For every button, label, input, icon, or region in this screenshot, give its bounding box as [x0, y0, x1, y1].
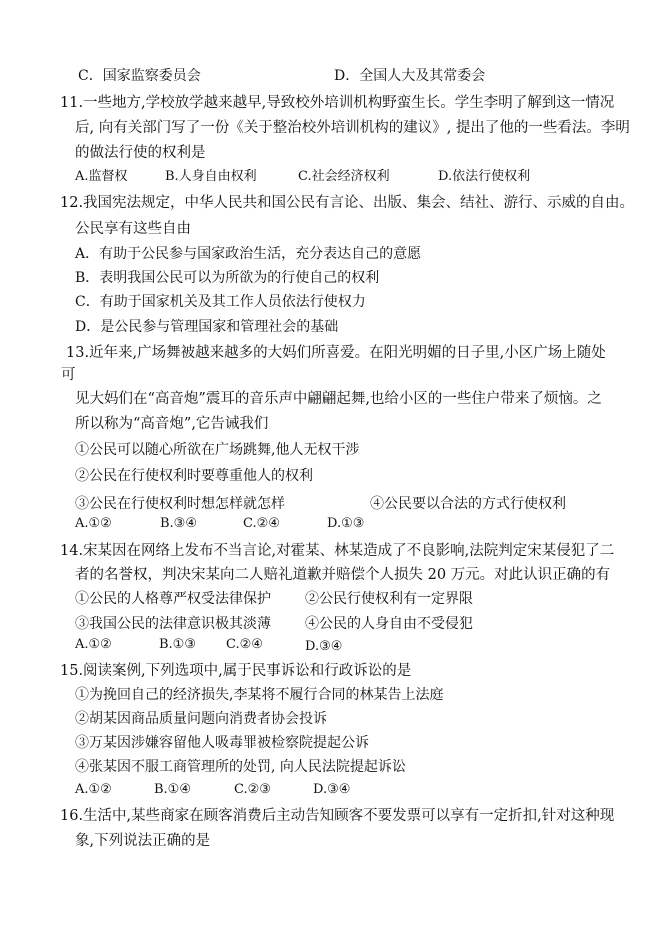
option-c: C.②③: [234, 782, 271, 797]
statement-2: ②公民在行使权利时要尊重他人的权利: [75, 468, 313, 484]
option-a: A．有助于公民参与国家政治生活，充分表达自己的意愿: [75, 246, 422, 262]
statement-2: ②公民行使权利有一定界限: [305, 591, 473, 607]
option-a: A.①②: [75, 637, 112, 652]
statement-4: ④公民要以合法的方式行使权利: [370, 496, 566, 512]
option-b: B.①③: [159, 637, 196, 652]
question-stem-line: 13.近年来,广场舞被越来越多的大妈们所喜爱。在阳光明媚的日子里,小区广场上随处: [66, 345, 606, 361]
option-c: C．有助于国家机关及其工作人员依法行使权力: [75, 294, 366, 310]
statement-3: ③公民在行使权利时想怎样就怎样: [75, 496, 285, 512]
statement-1: ①为挽回自己的经济损失,李某将不履行合同的林某告上法庭: [75, 687, 444, 703]
option-a: A.①②: [75, 516, 112, 531]
option-d: D.依法行使权利: [438, 169, 531, 184]
question-stem-line: 16.生活中,某些商家在顾客消费后主动告知顾客不要发票可以享有一定折扣,针对这种现: [60, 808, 615, 824]
question-stem-line: 者的名誉权，判决宋某向二人赔礼道歉并赔偿个人损失 20 万元。对此认识正确的有: [75, 567, 611, 583]
question-stem-line: 可: [61, 367, 76, 383]
question-stem-line: 14.宋某因在网络上发布不当言论,对霍某、林某造成了不良影响,法院判定宋某侵犯了二: [60, 543, 615, 559]
statement-3: ③我国公民的法律意识极其淡薄: [75, 616, 271, 632]
question-stem-line: 后, 向有关部门写了一份《关于整治校外培训机构的建议》, 提出了他的一些看法。李明: [75, 120, 630, 136]
option-b: B．表明我国公民可以为所欲为的行使自己的权利: [75, 270, 380, 286]
statement-1: ①公民的人格尊严权受法律保护: [75, 591, 271, 607]
question-stem-line: 的做法行使的权利是: [75, 145, 206, 161]
question-stem-line: 11.一些地方,学校放学越来越早,导致校外培训机构野蛮生长。学生李明了解到这一情况: [60, 95, 615, 111]
option-b: B.③④: [160, 516, 197, 531]
option-b: B.人身自由权利: [165, 169, 257, 184]
statement-4: ④张某因不服工商管理所的处罚, 向人民法院提起诉讼: [75, 759, 406, 775]
q10-option-d: D．全国人大及其常委会: [334, 68, 486, 84]
option-b: B.①④: [154, 782, 191, 797]
option-d: D．是公民参与管理国家和管理社会的基础: [75, 319, 339, 335]
question-stem-line: 所以称为“高音炮”,它告诫我们: [75, 416, 269, 432]
option-a: A.①②: [75, 782, 112, 797]
option-c: C.社会经济权利: [298, 169, 390, 184]
question-stem-line: 见大妈们在“高音炮”震耳的音乐声中翩翩起舞,也给小区的一些住户带来了烦恼。之: [75, 391, 602, 407]
q10-option-c: C．国家监察委员会: [78, 68, 201, 84]
question-stem-line: 15.阅读案例,下列选项中,属于民事诉讼和行政诉讼的是: [60, 663, 412, 679]
question-stem-line: 公民享有这些自由: [75, 221, 191, 237]
question-stem-line: 象,下列说法正确的是: [75, 833, 211, 849]
statement-2: ②胡某因商品质量问题向消费者协会投诉: [75, 711, 327, 727]
option-c: C.②④: [243, 516, 280, 531]
option-d: D.①③: [327, 516, 365, 531]
statement-1: ①公民可以随心所欲在广场跳舞,他人无权干涉: [75, 442, 360, 458]
option-a: A.监督权: [75, 169, 128, 184]
statement-3: ③万某因涉嫌容留他人吸毒罪被检察院提起公诉: [75, 735, 369, 751]
question-stem-line: 12.我国宪法规定，中华人民共和国公民有言论、出版、集会、结社、游行、示威的自由。: [60, 195, 635, 211]
option-c: C.②④: [226, 637, 263, 652]
statement-4: ④公民的人身自由不受侵犯: [305, 616, 473, 632]
option-d: D.③④: [305, 639, 343, 654]
option-d: D.③④: [313, 782, 351, 797]
